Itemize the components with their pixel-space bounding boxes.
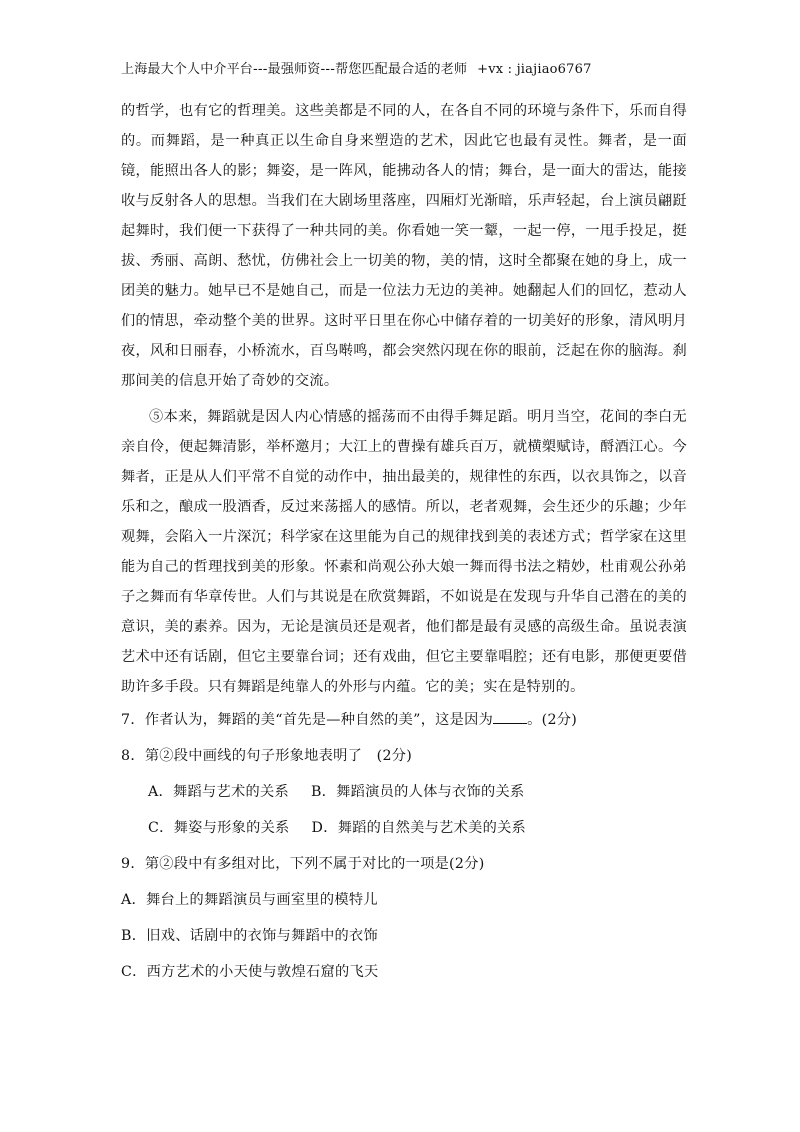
document-body — [121, 96, 687, 990]
option-8b: B．舞蹈演员的人体与衣饰的关系 — [310, 784, 525, 800]
question-8-options-row-2 — [121, 810, 687, 846]
header-contact: +vx : jiajiao6767 — [477, 62, 592, 77]
passage-paragraph-5: ⑤本来，舞蹈就是因人内心情感的摇荡而不由得手舞足蹈。明月当空，花间的李白无亲自伶，便起舞清影，举杯邀月；大江上的曹操有雄兵百万，就横槊赋诗，酹酒江心。今舞者，正是从人们平常不自觉的动作中，抽出最美的，规律性的东西，以衣具饰之，以音乐和之，酿成一股酒香，反过来荡摇人的感情。所以，老者观舞，会生还少的乐趣；少年观舞，会陷入一片深沉；科学家在这里能为自己的规律找到美的表述方式；哲学家在这里能为自己的哲理找到美的形象。怀素和尚观公孙大娘一舞而得书法之精妙，杜甫观公孙弟子之舞而有华章传世。人们与其说是在欣赏舞蹈，不如说是在发现与升华自己潜在的美的意识，美的素养。因为，无论是演员还是观者，他们都是最有灵感的高级生命。虽说表演艺术中还有话剧，但它主要靠台词；还有戏曲，但它主要靠唱腔；还有电影，那便更要借助许多手段。只有舞蹈是纯靠人的外形与内蕴。它的美；实在是特别的。 — [121, 409, 687, 695]
question-7-text: 7．作者认为，舞蹈的美“首先是—种自然的美”，这是因为 — [121, 712, 494, 728]
question-7-score: 。(2分) — [527, 712, 578, 728]
option-9c: C．西方艺术的小天使与敦煌石窟的飞天 — [121, 964, 379, 980]
option-8c: C．舞姿与形象的关系 — [148, 820, 290, 836]
question-8-options-row-1 — [121, 774, 687, 810]
page-header — [121, 58, 592, 77]
question-8: 8．第②段中画线的句子形象地表明了 (2分) — [121, 748, 413, 764]
header-text: 上海最大个人中介平台---最强师资---帮您匹配最合适的老师 — [121, 62, 468, 77]
option-9a: A．舞台上的舞蹈演员与画室里的模特儿 — [121, 892, 378, 908]
option-8d: D．舞蹈的自然美与艺术美的关系 — [311, 820, 527, 836]
question-9: 9．第②段中有多组对比，下列不属于对比的一项是(2分) — [121, 856, 485, 872]
option-9b: B．旧戏、话剧中的衣饰与舞蹈中的衣饰 — [121, 928, 379, 944]
question-7 — [121, 702, 687, 738]
passage-paragraph-1: 的哲学，也有它的哲理美。这些美都是不同的人，在各自不同的环境与条件下，乐而自得的。而舞蹈，是一种真正以生命自身来塑造的艺术，因此它也最有灵性。舞者，是一面镜，能照出各人的影；舞姿，是一阵风，能拂动各人的情；舞台，是一面大的雷达，能接收与反射各人的思想。当我们在大剧场里落座，四厢灯光渐暗，乐声轻起，台上演员翩跹起舞时，我们便一下获得了一种共同的美。你看她一笑一颦，一起一停，一甩手投足，挺拔、秀丽、高朗、愁忧，仿佛社会上一切美的物，美的情，这时全都聚在她的身上，成一团美的魅力。她早已不是她自己，而是一位法力无边的美神。她翻起人们的回忆，惹动人们的情思，牵动整个美的世界。这时平日里在你心中储存着的一切美好的形象，清风明月夜，风和日丽春，小桥流水，百鸟啭鸣，都会突然闪现在你的眼前，泛起在你的脑海。刹那间美的信息开始了奇妙的交流。 — [121, 103, 687, 389]
answer-blank — [493, 709, 527, 724]
option-8a: A．舞蹈与艺术的关系 — [148, 784, 289, 800]
